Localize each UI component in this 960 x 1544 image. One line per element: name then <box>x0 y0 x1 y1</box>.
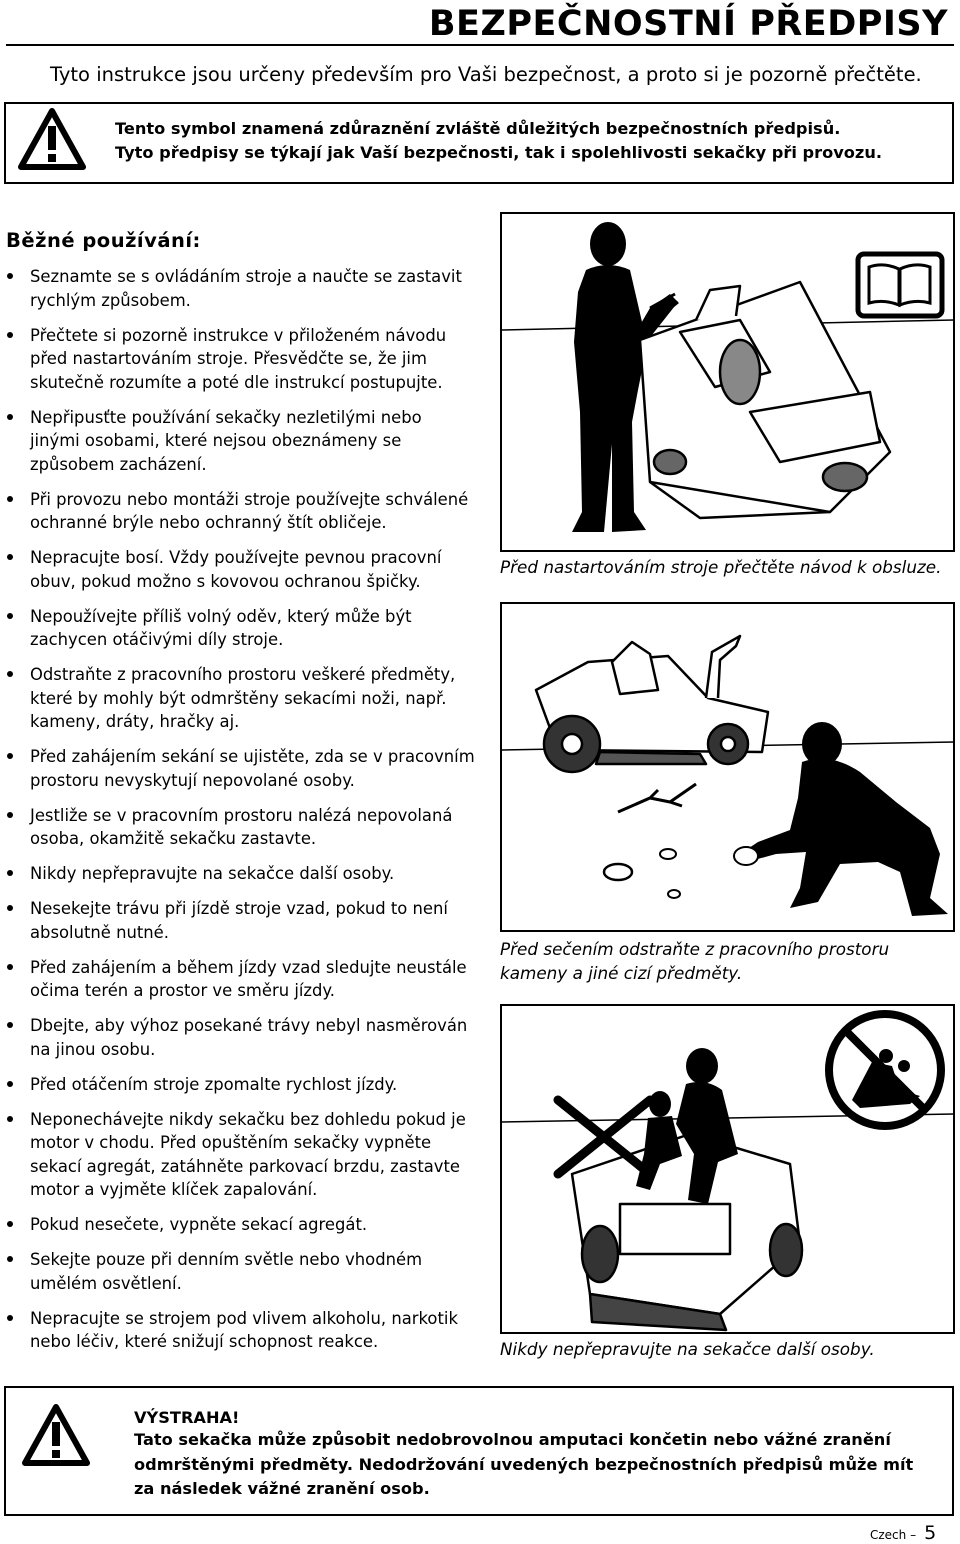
list-item: Jestliže se v pracovním prostoru nalézá nepovolaná osoba, okamžitě sekačku zastavte. <box>6 804 476 851</box>
bullet-icon <box>7 1116 13 1122</box>
page-footer <box>870 1522 936 1544</box>
page-title: BEZPEČNOSTNÍ PŘEDPISY <box>428 4 948 44</box>
page-number: 5 <box>924 1522 937 1544</box>
bullet-icon <box>7 1256 13 1262</box>
bullet-icon <box>7 812 13 818</box>
bullet-icon <box>7 870 13 876</box>
list-item: Nesekejte trávu při jízdě stroje vzad, pokud to není absolutně nutné. <box>6 897 476 944</box>
list-item: Dbejte, aby výhoz posekané trávy nebyl nasměrován na jinou osobu. <box>6 1014 476 1061</box>
list-item: Sekejte pouze při denním světle nebo vhodném umělém osvětlení. <box>6 1248 476 1295</box>
bullet-icon <box>7 1081 13 1087</box>
warning-triangle-icon <box>18 108 86 170</box>
warning-title: VÝSTRAHA! <box>134 1408 240 1427</box>
list-item: Nepoužívejte příliš volný oděv, který může být zachycen otáčivými díly stroje. <box>6 605 476 652</box>
footer-language: Czech – <box>870 1528 917 1542</box>
list-item: Nepracujte bosí. Vždy používejte pevnou pracovní obuv, pokud možno s kovovou ochranou špičky. <box>6 546 476 593</box>
notice-line-2: Tyto předpisy se týkají jak Vaší bezpečnosti, tak i spolehlivosti sekačky při provozu. <box>115 143 883 162</box>
bullet-icon <box>7 496 13 502</box>
intro-text: Tyto instrukce jsou určeny především pro Vaši bezpečnost, a proto si je pozorně přečtěte. <box>50 63 922 86</box>
figure-caption-3: Nikdy nepřepravujte na sekačce další osoby. <box>500 1339 875 1359</box>
list-item: Před zahájením sekání se ujistěte, zda se v pracovním prostoru nevyskytují nepovolané osoby. <box>6 745 476 792</box>
list-item: Pokud nesečete, vypněte sekací agregát. <box>6 1213 476 1237</box>
bullet-icon <box>7 554 13 560</box>
list-item: Seznamte se s ovládáním stroje a naučte se zastavit rychlým způsobem. <box>6 265 476 312</box>
warning-triangle-icon <box>22 1404 90 1466</box>
figure-read-manual <box>500 212 955 552</box>
figure-caption-1: Před nastartováním stroje přečtěte návod k obsluze. <box>500 557 942 577</box>
notice-line-1: Tento symbol znamená zdůraznění zvláště důležitých bezpečnostních předpisů. <box>115 119 841 138</box>
bullet-icon <box>7 1221 13 1227</box>
list-item: Nikdy nepřepravujte na sekačce další osoby. <box>6 862 476 886</box>
list-item: Neponechávejte nikdy sekačku bez dohledu pokud je motor v chodu. Před opuštěním sekačky vypněte sekací agregát, zatáhněte parkovací brzdu, zastavte motor a vyjměte klíček zapalování. <box>6 1108 476 1202</box>
list-item: Odstraňte z pracovního prostoru veškeré předměty, které by mohly být odmrštěny sekacími noži, např. kameny, dráty, hračky aj. <box>6 663 476 734</box>
bullet-icon <box>7 964 13 970</box>
list-item: Nepřipusťte používání sekačky nezletilými nebo jinými osobami, které nejsou obeznámeny se způsobem zacházení. <box>6 406 476 477</box>
notice-text <box>115 117 945 165</box>
safety-rules-list <box>6 265 476 1365</box>
bullet-icon <box>7 1315 13 1321</box>
figure-caption-2: Před sečením odstraňte z pracovního prostoru kameny a jiné cizí předměty. <box>500 939 890 983</box>
list-item: Před otáčením stroje zpomalte rychlost jízdy. <box>6 1073 476 1097</box>
prohibition-sign-icon <box>829 1014 941 1126</box>
header-rule <box>6 44 954 46</box>
bullet-icon <box>7 613 13 619</box>
bullet-icon <box>7 273 13 279</box>
bullet-icon <box>7 1022 13 1028</box>
section-heading: Běžné používání: <box>6 229 201 252</box>
bullet-icon <box>7 332 13 338</box>
bullet-icon <box>7 753 13 759</box>
list-item: Při provozu nebo montáži stroje používejte schválené ochranné brýle nebo ochranný štít obličeje. <box>6 488 476 535</box>
manual-book-icon <box>858 254 942 316</box>
warning-text: Tato sekačka může způsobit nedobrovolnou amputaci končetin nebo vážné zranění odmrštěnými předměty. Nedodržování uvedených bezpečnostních předpisů může mít za následek vážné zranění osob. <box>134 1430 914 1498</box>
stone-drawing <box>668 890 680 898</box>
list-item: Přečtete si pozorně instrukce v přiloženém návodu před nastartováním stroje. Přesvědčte se, že jim skutečně rozumíte a poté dle instrukcí postupujte. <box>6 324 476 395</box>
list-item: Před zahájením a během jízdy vzad sledujte neustále očima terén a prostor ve směru jízdy. <box>6 956 476 1003</box>
figure-no-passengers <box>500 1004 955 1334</box>
list-item: Nepracujte se strojem pod vlivem alkoholu, narkotik nebo léčiv, které snižují schopnost reakce. <box>6 1307 476 1354</box>
figure-remove-objects <box>500 602 955 932</box>
stone-drawing <box>660 849 676 859</box>
bullet-icon <box>7 905 13 911</box>
stone-drawing <box>604 864 632 880</box>
bullet-icon <box>7 671 13 677</box>
bullet-icon <box>7 414 13 420</box>
